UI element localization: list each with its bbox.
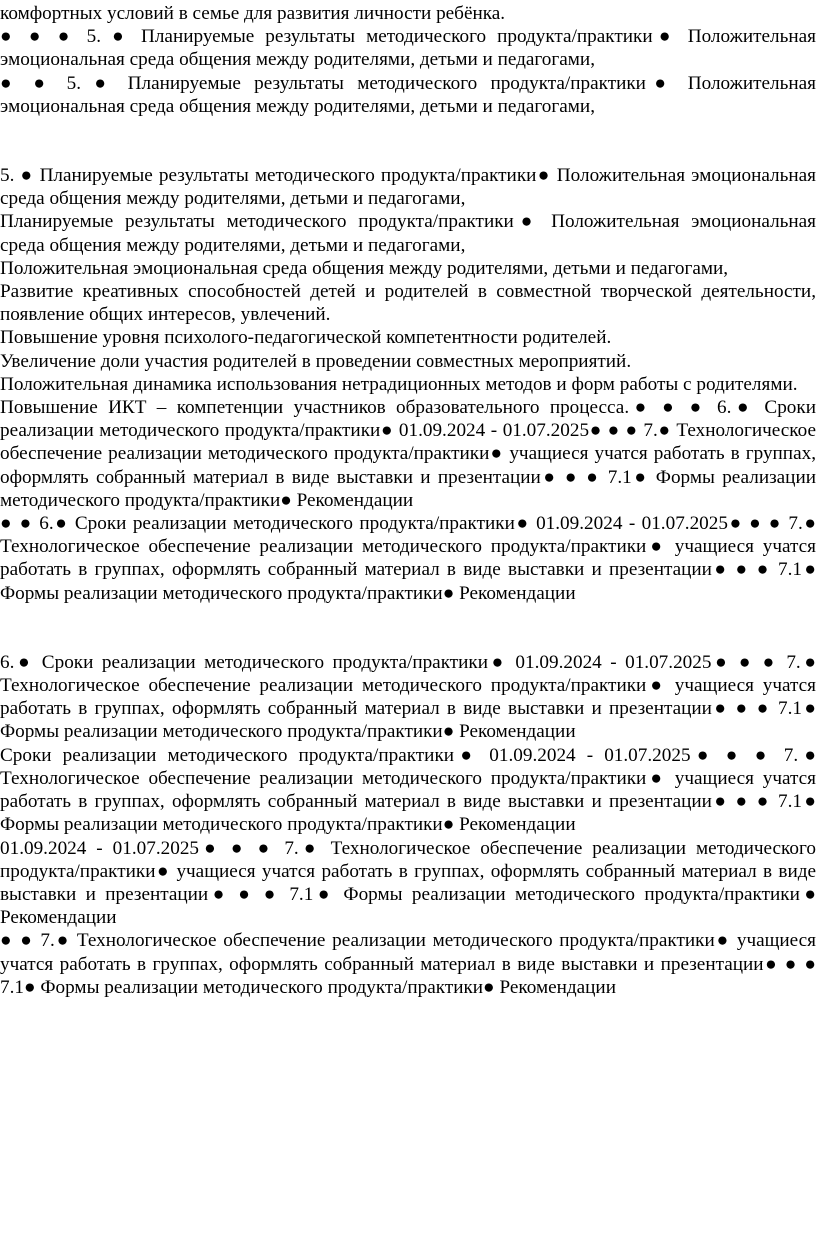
paragraph: Положительная динамика использования нетрадиционных методов и форм работы с родителями. [0,373,798,395]
paragraph: Планируемые результаты методического продукта/практики● Положительная эмоциональная среда общения между родителями, детьми и педагогами, [0,211,816,256]
paragraph: ● ● ● 5. ● Планируемые результаты методического продукта/практики● Положительная эмоциональная среда общения между родителями, детьми и педагогами, [0,26,816,71]
paragraph: Повышение ИКТ – компетенции участников образовательного процесса.● ● ● 6.● Сроки реализации методического продукта/практики● 01.09.2024 - 01.07.2025● ● ● 7.● Технологическое обеспечение реализации методического продукта/практики● учащиеся учатся работать в группах, оформлять собранный материал в виде выставки и презентации● ● ● 7.1● Формы реализации методического продукта/практики● Рекомендации [0,397,816,511]
paragraph: Увеличение доли участия родителей в проведении совместных мероприятий. [0,350,632,372]
paragraph: 5. ● Планируемые результаты методического продукта/практики● Положительная эмоциональная среда общения между родителями, детьми и педагогами, [0,165,816,210]
paragraph: 01.09.2024 - 01.07.2025● ● ● 7.● Технологическое обеспечение реализации методического продукта/практики● учащиеся учатся работать в группах, оформлять собранный материал в виде выставки и презентации● ● ● 7.1● Формы реализации методического продукта/практики● Рекомендации [0,837,816,929]
blank-line [0,605,816,651]
paragraph: ● ● 5. ● Планируемые результаты методического продукта/практики● Положительная эмоциональная среда общения между родителями, детьми и педагогами, [0,72,816,117]
paragraph: Сроки реализации методического продукта/практики● 01.09.2024 - 01.07.2025● ● ● 7.● Технологическое обеспечение реализации методического продукта/практики● учащиеся учатся работать в группах, оформлять собранный материал в виде выставки и презентации● ● ● 7.1● Формы реализации методического продукта/практики● Рекомендации [0,744,816,836]
paragraph: Развитие креативных способностей детей и родителей в совместной творческой деятельности, появление общих интересов, увлечений. [0,281,816,326]
paragraph: Повышение уровня психолого-педагогической компетентности родителей. [0,327,612,349]
paragraph: Положительная эмоциональная среда общения между родителями, детьми и педагогами, [0,257,729,279]
paragraph: комфортных условий в семье для развития личности ребёнка. [0,3,506,24]
blank-line [0,118,816,164]
paragraph: ● ● 6.● Сроки реализации методического продукта/практики● 01.09.2024 - 01.07.2025● ● ● 7.● Технологическое обеспечение реализации методического продукта/практики● учащиеся учатся работать в группах, оформлять собранный материал в виде выставки и презентации● ● ● 7.1● Формы реализации методического продукта/практики● Рекомендации [0,513,816,604]
paragraph: ● ● 7.● Технологическое обеспечение реализации методического продукта/практики● учащиеся учатся работать в группах, оформлять собранный материал в виде выставки и презентации● ● ● 7.1● Формы реализации методического продукта/практики● Рекомендации [0,930,816,998]
paragraph: 6.● Сроки реализации методического продукта/практики● 01.09.2024 - 01.07.2025● ● ● 7.● Технологическое обеспечение реализации методического продукта/практики● учащиеся учатся работать в группах, оформлять собранный материал в виде выставки и презентации● ● ● 7.1● Формы реализации методического продукта/практики● Рекомендации [0,651,816,743]
document-body [0,2,816,999]
